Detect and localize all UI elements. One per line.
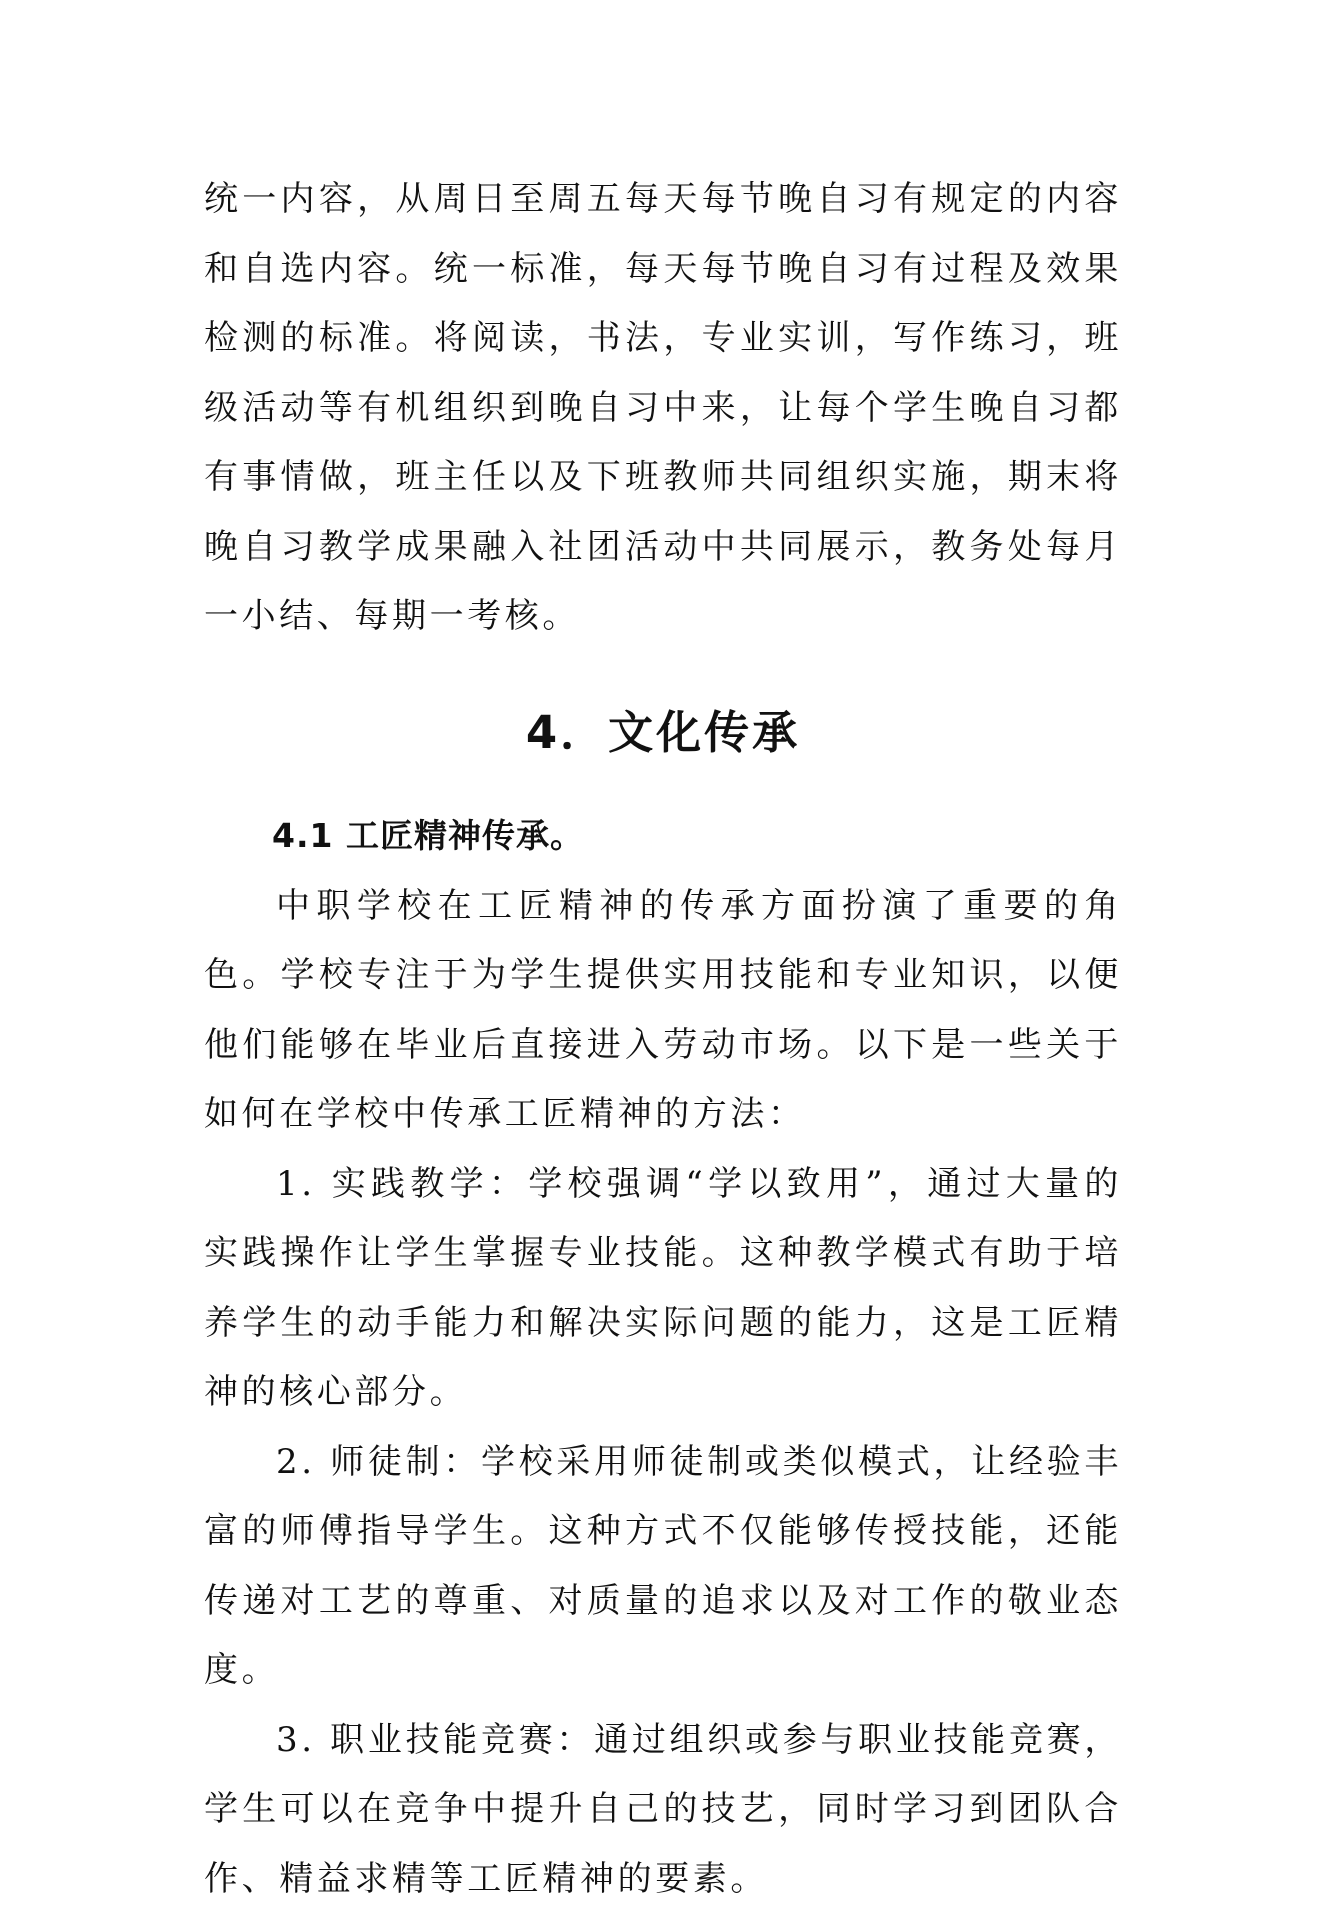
list-item-apprenticeship: 2. 师徒制：学校采用师徒制或类似模式，让经验丰富的师傅指导学生。这种方式不仅能够传授技能，还能传递对工艺的尊重、对质量的追求以及对工作的敬业态度。	[204, 1428, 1122, 1706]
body-paragraph-intro: 中职学校在工匠精神的传承方面扮演了重要的角色。学校专注于为学生提供实用技能和专业知识，以便他们能够在毕业后直接进入劳动市场。以下是一些关于如何在学校中传承工匠精神的方法：	[204, 872, 1122, 1150]
list-item-skills-competition: 3. 职业技能竞赛：通过组织或参与职业技能竞赛，学生可以在竞争中提升自己的技艺，同时学习到团队合作、精益求精等工匠精神的要素。	[204, 1706, 1122, 1914]
page-content	[204, 165, 1122, 1914]
section-body	[204, 872, 1122, 1914]
list-item-practice-teaching: 1. 实践教学：学校强调“学以致用”，通过大量的实践操作让学生掌握专业技能。这种教学模式有助于培养学生的动手能力和解决实际问题的能力，这是工匠精神的核心部分。	[204, 1150, 1122, 1428]
subsection-title: 4.1 工匠精神传承。	[204, 804, 1122, 868]
section-title: 4．文化传承	[204, 688, 1122, 778]
intro-paragraph: 统一内容，从周日至周五每天每节晚自习有规定的内容和自选内容。统一标准，每天每节晚自习有过程及效果检测的标准。将阅读，书法，专业实训，写作练习，班级活动等有机组织到晚自习中来，让每个学生晚自习都有事情做，班主任以及下班教师共同组织实施，期末将晚自习教学成果融入社团活动中共同展示，教务处每月一小结、每期一考核。	[204, 165, 1122, 652]
